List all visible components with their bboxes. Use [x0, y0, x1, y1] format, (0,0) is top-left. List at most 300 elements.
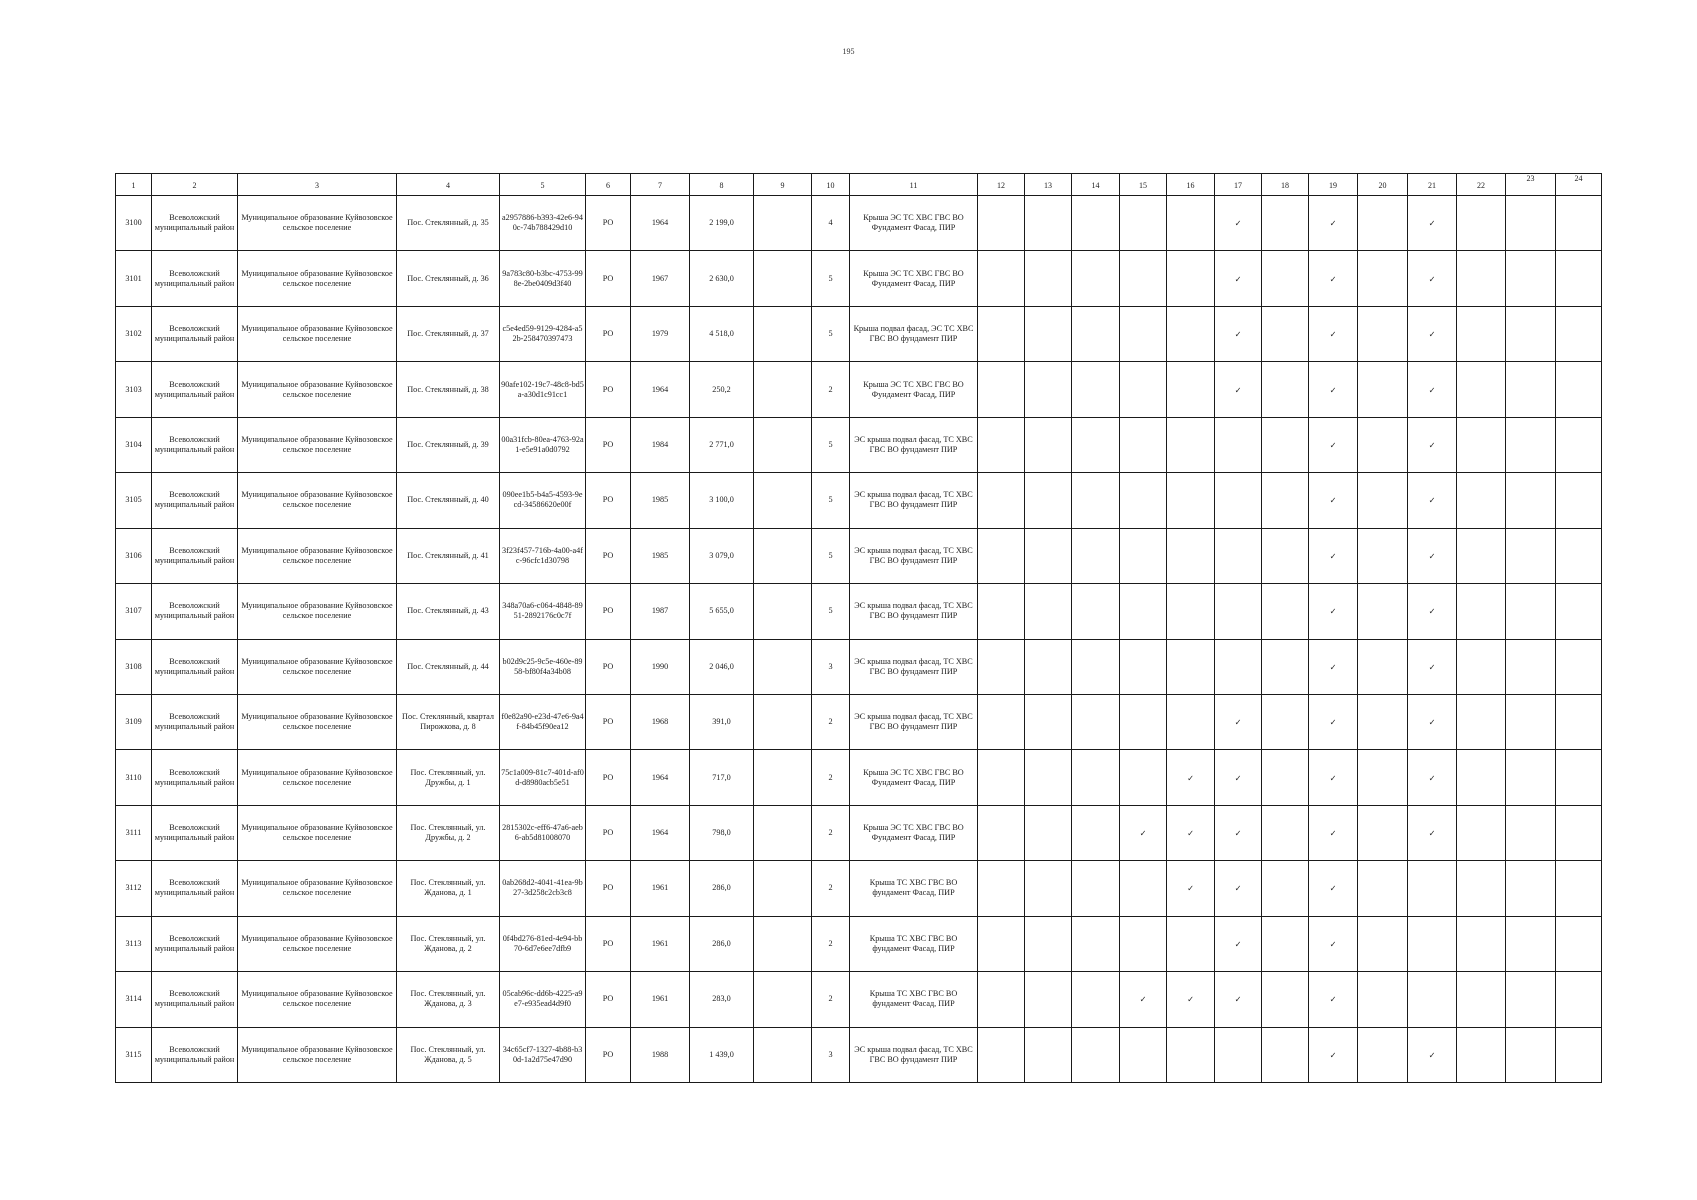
year-built-cell: 1990	[631, 639, 690, 694]
total-area-cell: 5 655,0	[690, 584, 754, 639]
column-9-cell	[754, 916, 812, 971]
address-cell: Пос. Стеклянный, д. 37	[397, 306, 500, 361]
column-17-cell: ✓	[1215, 972, 1262, 1027]
column-22-cell	[1457, 972, 1506, 1027]
table-row	[116, 694, 1602, 749]
column-23-cell	[1506, 639, 1556, 694]
column-13-cell	[1025, 251, 1072, 306]
row-number: 3100	[116, 196, 152, 251]
column-19-cell: ✓	[1309, 528, 1358, 583]
total-area-cell: 3 100,0	[690, 473, 754, 528]
column-18-cell	[1262, 473, 1309, 528]
column-number-header: 14	[1072, 174, 1120, 196]
municipality-cell: Муниципальное образование Куйвозовское сельское поселение	[238, 362, 397, 417]
column-15-cell	[1120, 196, 1167, 251]
total-area-cell: 3 079,0	[690, 528, 754, 583]
column-number-header: 10	[812, 174, 850, 196]
column-9-cell	[754, 528, 812, 583]
column-23-cell	[1506, 805, 1556, 860]
column-23-cell	[1506, 362, 1556, 417]
column-18-cell	[1262, 916, 1309, 971]
column-15-cell	[1120, 362, 1167, 417]
column-22-cell	[1457, 362, 1506, 417]
column-22-cell	[1457, 473, 1506, 528]
column-24-cell	[1556, 639, 1602, 694]
column-number-header: 13	[1025, 174, 1072, 196]
address-cell: Пос. Стеклянный, д. 43	[397, 584, 500, 639]
column-number-header: 23	[1506, 174, 1556, 196]
year-built-cell: 1961	[631, 972, 690, 1027]
district-cell: Всеволожский муниципальный район	[152, 805, 238, 860]
column-18-cell	[1262, 306, 1309, 361]
column-20-cell	[1358, 694, 1408, 749]
year-built-cell: 1961	[631, 861, 690, 916]
column-number-header: 3	[238, 174, 397, 196]
column-19-cell: ✓	[1309, 694, 1358, 749]
row-number: 3101	[116, 251, 152, 306]
column-20-cell	[1358, 861, 1408, 916]
table-row	[116, 805, 1602, 860]
column-13-cell	[1025, 916, 1072, 971]
works-list-cell: ЭС крыша подвал фасад, ТС ХВС ГВС ВО фундамент ПИР	[850, 473, 978, 528]
house-code-cell: b02d9c25-9c5e-460e-8958-bf80f4a34b08	[500, 639, 586, 694]
column-15-cell	[1120, 694, 1167, 749]
column-number-header: 1	[116, 174, 152, 196]
total-area-cell: 283,0	[690, 972, 754, 1027]
year-built-cell: 1964	[631, 196, 690, 251]
column-9-cell	[754, 861, 812, 916]
floors-cell: 4	[812, 196, 850, 251]
column-21-cell: ✓	[1408, 805, 1457, 860]
column-17-cell: ✓	[1215, 362, 1262, 417]
column-22-cell	[1457, 639, 1506, 694]
column-24-cell	[1556, 306, 1602, 361]
column-13-cell	[1025, 639, 1072, 694]
table-row	[116, 528, 1602, 583]
district-cell: Всеволожский муниципальный район	[152, 528, 238, 583]
district-cell: Всеволожский муниципальный район	[152, 694, 238, 749]
column-9-cell	[754, 1027, 812, 1082]
column-24-cell	[1556, 805, 1602, 860]
municipality-cell: Муниципальное образование Куйвозовское сельское поселение	[238, 694, 397, 749]
district-cell: Всеволожский муниципальный район	[152, 306, 238, 361]
works-list-cell: Крыша ЭС ТС ХВС ГВС ВО Фундамент Фасад, ПИР	[850, 750, 978, 805]
column-20-cell	[1358, 805, 1408, 860]
column-14-cell	[1072, 417, 1120, 472]
column-21-cell: ✓	[1408, 306, 1457, 361]
column-9-cell	[754, 639, 812, 694]
column-18-cell	[1262, 417, 1309, 472]
column-18-cell	[1262, 750, 1309, 805]
column-number-header: 7	[631, 174, 690, 196]
floors-cell: 3	[812, 1027, 850, 1082]
column-13-cell	[1025, 528, 1072, 583]
column-23-cell	[1506, 584, 1556, 639]
column-24-cell	[1556, 251, 1602, 306]
column-number-header: 18	[1262, 174, 1309, 196]
column-23-cell	[1506, 972, 1556, 1027]
column-number-header: 20	[1358, 174, 1408, 196]
owner-type-cell: РО	[586, 417, 631, 472]
column-22-cell	[1457, 528, 1506, 583]
column-24-cell	[1556, 861, 1602, 916]
column-13-cell	[1025, 362, 1072, 417]
owner-type-cell: РО	[586, 639, 631, 694]
column-17-cell: ✓	[1215, 861, 1262, 916]
column-number-header: 15	[1120, 174, 1167, 196]
district-cell: Всеволожский муниципальный район	[152, 417, 238, 472]
column-15-cell	[1120, 417, 1167, 472]
column-12-cell	[978, 916, 1025, 971]
column-15-cell: ✓	[1120, 972, 1167, 1027]
table-row	[116, 916, 1602, 971]
column-12-cell	[978, 972, 1025, 1027]
owner-type-cell: РО	[586, 916, 631, 971]
house-code-cell: 0ab268d2-4041-41ea-9b27-3d258c2cb3c8	[500, 861, 586, 916]
column-number-header: 4	[397, 174, 500, 196]
column-24-cell	[1556, 584, 1602, 639]
column-19-cell: ✓	[1309, 584, 1358, 639]
table-body	[116, 196, 1602, 1083]
column-16-cell	[1167, 639, 1215, 694]
column-22-cell	[1457, 196, 1506, 251]
table-row	[116, 251, 1602, 306]
year-built-cell: 1979	[631, 306, 690, 361]
total-area-cell: 2 046,0	[690, 639, 754, 694]
column-9-cell	[754, 694, 812, 749]
owner-type-cell: РО	[586, 473, 631, 528]
house-code-cell: c5e4ed59-9129-4284-a52b-258470397473	[500, 306, 586, 361]
owner-type-cell: РО	[586, 528, 631, 583]
column-22-cell	[1457, 861, 1506, 916]
table-row	[116, 306, 1602, 361]
column-20-cell	[1358, 1027, 1408, 1082]
column-22-cell	[1457, 805, 1506, 860]
district-cell: Всеволожский муниципальный район	[152, 1027, 238, 1082]
column-21-cell: ✓	[1408, 584, 1457, 639]
table-row	[116, 584, 1602, 639]
column-24-cell	[1556, 1027, 1602, 1082]
table-row	[116, 362, 1602, 417]
column-18-cell	[1262, 805, 1309, 860]
column-22-cell	[1457, 251, 1506, 306]
column-14-cell	[1072, 584, 1120, 639]
row-number: 3108	[116, 639, 152, 694]
address-cell: Пос. Стеклянный, д. 41	[397, 528, 500, 583]
address-cell: Пос. Стеклянный, ул. Жданова, д. 2	[397, 916, 500, 971]
housing-register-table	[115, 173, 1602, 1083]
total-area-cell: 798,0	[690, 805, 754, 860]
floors-cell: 3	[812, 639, 850, 694]
address-cell: Пос. Стеклянный, ул. Дружбы, д. 1	[397, 750, 500, 805]
column-12-cell	[978, 306, 1025, 361]
column-9-cell	[754, 750, 812, 805]
owner-type-cell: РО	[586, 805, 631, 860]
column-15-cell	[1120, 1027, 1167, 1082]
column-19-cell: ✓	[1309, 805, 1358, 860]
address-cell: Пос. Стеклянный, ул. Дружбы, д. 2	[397, 805, 500, 860]
column-19-cell: ✓	[1309, 306, 1358, 361]
column-20-cell	[1358, 639, 1408, 694]
column-21-cell: ✓	[1408, 1027, 1457, 1082]
district-cell: Всеволожский муниципальный район	[152, 584, 238, 639]
column-14-cell	[1072, 639, 1120, 694]
column-19-cell: ✓	[1309, 473, 1358, 528]
row-number: 3105	[116, 473, 152, 528]
floors-cell: 2	[812, 972, 850, 1027]
column-number-header: 8	[690, 174, 754, 196]
year-built-cell: 1984	[631, 417, 690, 472]
column-12-cell	[978, 1027, 1025, 1082]
column-19-cell: ✓	[1309, 639, 1358, 694]
total-area-cell: 286,0	[690, 861, 754, 916]
column-17-cell	[1215, 528, 1262, 583]
year-built-cell: 1964	[631, 805, 690, 860]
column-20-cell	[1358, 750, 1408, 805]
works-list-cell: Крыша ТС ХВС ГВС ВО фундамент Фасад, ПИР	[850, 972, 978, 1027]
municipality-cell: Муниципальное образование Куйвозовское сельское поселение	[238, 639, 397, 694]
district-cell: Всеволожский муниципальный район	[152, 362, 238, 417]
house-code-cell: 348a70a6-c064-4848-8951-2892176c0c7f	[500, 584, 586, 639]
column-12-cell	[978, 750, 1025, 805]
column-21-cell	[1408, 972, 1457, 1027]
column-9-cell	[754, 584, 812, 639]
column-21-cell: ✓	[1408, 196, 1457, 251]
district-cell: Всеволожский муниципальный район	[152, 916, 238, 971]
year-built-cell: 1985	[631, 473, 690, 528]
column-9-cell	[754, 805, 812, 860]
floors-cell: 5	[812, 306, 850, 361]
column-16-cell	[1167, 916, 1215, 971]
column-19-cell: ✓	[1309, 972, 1358, 1027]
address-cell: Пос. Стеклянный, квартал Пирожкова, д. 8	[397, 694, 500, 749]
column-13-cell	[1025, 972, 1072, 1027]
year-built-cell: 1964	[631, 750, 690, 805]
column-14-cell	[1072, 1027, 1120, 1082]
works-list-cell: ЭС крыша подвал фасад, ТС ХВС ГВС ВО фундамент ПИР	[850, 694, 978, 749]
municipality-cell: Муниципальное образование Куйвозовское сельское поселение	[238, 417, 397, 472]
column-20-cell	[1358, 473, 1408, 528]
year-built-cell: 1961	[631, 916, 690, 971]
column-number-header: 12	[978, 174, 1025, 196]
column-14-cell	[1072, 473, 1120, 528]
column-number-header: 21	[1408, 174, 1457, 196]
row-number: 3107	[116, 584, 152, 639]
address-cell: Пос. Стеклянный, ул. Жданова, д. 3	[397, 972, 500, 1027]
column-22-cell	[1457, 916, 1506, 971]
column-20-cell	[1358, 528, 1408, 583]
column-22-cell	[1457, 750, 1506, 805]
row-number: 3115	[116, 1027, 152, 1082]
house-code-cell: a2957886-b393-42e6-940c-74b788429d10	[500, 196, 586, 251]
row-number: 3102	[116, 306, 152, 361]
total-area-cell: 286,0	[690, 916, 754, 971]
column-23-cell	[1506, 306, 1556, 361]
total-area-cell: 2 630,0	[690, 251, 754, 306]
column-17-cell: ✓	[1215, 916, 1262, 971]
house-code-cell: 05cab96c-dd6b-4225-a9e7-e935ead4d9f0	[500, 972, 586, 1027]
column-16-cell	[1167, 473, 1215, 528]
municipality-cell: Муниципальное образование Куйвозовское сельское поселение	[238, 805, 397, 860]
column-13-cell	[1025, 694, 1072, 749]
column-number-header: 2	[152, 174, 238, 196]
column-12-cell	[978, 196, 1025, 251]
column-number-header: 5	[500, 174, 586, 196]
column-17-cell: ✓	[1215, 694, 1262, 749]
column-14-cell	[1072, 694, 1120, 749]
column-18-cell	[1262, 584, 1309, 639]
column-12-cell	[978, 694, 1025, 749]
municipality-cell: Муниципальное образование Куйвозовское сельское поселение	[238, 584, 397, 639]
column-24-cell	[1556, 196, 1602, 251]
column-21-cell: ✓	[1408, 473, 1457, 528]
column-23-cell	[1506, 750, 1556, 805]
column-20-cell	[1358, 251, 1408, 306]
floors-cell: 2	[812, 805, 850, 860]
column-9-cell	[754, 972, 812, 1027]
column-24-cell	[1556, 362, 1602, 417]
column-12-cell	[978, 805, 1025, 860]
column-18-cell	[1262, 972, 1309, 1027]
column-16-cell: ✓	[1167, 805, 1215, 860]
column-13-cell	[1025, 306, 1072, 361]
column-19-cell: ✓	[1309, 916, 1358, 971]
floors-cell: 2	[812, 861, 850, 916]
district-cell: Всеволожский муниципальный район	[152, 861, 238, 916]
column-19-cell: ✓	[1309, 861, 1358, 916]
column-number-row	[116, 174, 1602, 196]
column-17-cell: ✓	[1215, 750, 1262, 805]
municipality-cell: Муниципальное образование Куйвозовское сельское поселение	[238, 528, 397, 583]
column-17-cell: ✓	[1215, 805, 1262, 860]
column-20-cell	[1358, 196, 1408, 251]
owner-type-cell: РО	[586, 750, 631, 805]
table-row	[116, 861, 1602, 916]
column-number-header: 19	[1309, 174, 1358, 196]
column-15-cell: ✓	[1120, 805, 1167, 860]
house-code-cell: f0e82a90-e23d-47e6-9a4f-84b45f90ea12	[500, 694, 586, 749]
year-built-cell: 1968	[631, 694, 690, 749]
table-row	[116, 639, 1602, 694]
works-list-cell: ЭС крыша подвал фасад, ТС ХВС ГВС ВО фундамент ПИР	[850, 639, 978, 694]
column-13-cell	[1025, 417, 1072, 472]
table-row	[116, 417, 1602, 472]
column-24-cell	[1556, 972, 1602, 1027]
column-23-cell	[1506, 528, 1556, 583]
row-number: 3111	[116, 805, 152, 860]
column-21-cell: ✓	[1408, 251, 1457, 306]
column-15-cell	[1120, 639, 1167, 694]
municipality-cell: Муниципальное образование Куйвозовское сельское поселение	[238, 196, 397, 251]
works-list-cell: Крыша ЭС ТС ХВС ГВС ВО Фундамент Фасад, ПИР	[850, 196, 978, 251]
column-21-cell: ✓	[1408, 417, 1457, 472]
column-16-cell	[1167, 1027, 1215, 1082]
column-14-cell	[1072, 861, 1120, 916]
owner-type-cell: РО	[586, 694, 631, 749]
row-number: 3109	[116, 694, 152, 749]
column-16-cell	[1167, 528, 1215, 583]
district-cell: Всеволожский муниципальный район	[152, 251, 238, 306]
column-12-cell	[978, 528, 1025, 583]
column-16-cell	[1167, 584, 1215, 639]
table-row	[116, 750, 1602, 805]
page-number: 195	[842, 47, 855, 56]
district-cell: Всеволожский муниципальный район	[152, 473, 238, 528]
floors-cell: 2	[812, 916, 850, 971]
column-14-cell	[1072, 805, 1120, 860]
column-9-cell	[754, 362, 812, 417]
column-20-cell	[1358, 306, 1408, 361]
column-15-cell	[1120, 916, 1167, 971]
year-built-cell: 1967	[631, 251, 690, 306]
column-13-cell	[1025, 473, 1072, 528]
column-13-cell	[1025, 861, 1072, 916]
works-list-cell: ЭС крыша подвал фасад, ТС ХВС ГВС ВО фундамент ПИР	[850, 584, 978, 639]
column-16-cell	[1167, 362, 1215, 417]
column-18-cell	[1262, 251, 1309, 306]
total-area-cell: 250,2	[690, 362, 754, 417]
total-area-cell: 1 439,0	[690, 1027, 754, 1082]
total-area-cell: 4 518,0	[690, 306, 754, 361]
column-17-cell	[1215, 1027, 1262, 1082]
column-13-cell	[1025, 196, 1072, 251]
column-24-cell	[1556, 916, 1602, 971]
works-list-cell: Крыша ЭС ТС ХВС ГВС ВО Фундамент Фасад, ПИР	[850, 362, 978, 417]
address-cell: Пос. Стеклянный, д. 39	[397, 417, 500, 472]
column-22-cell	[1457, 694, 1506, 749]
row-number: 3113	[116, 916, 152, 971]
column-24-cell	[1556, 750, 1602, 805]
column-14-cell	[1072, 196, 1120, 251]
floors-cell: 2	[812, 694, 850, 749]
column-24-cell	[1556, 417, 1602, 472]
column-15-cell	[1120, 251, 1167, 306]
column-22-cell	[1457, 1027, 1506, 1082]
floors-cell: 5	[812, 528, 850, 583]
column-13-cell	[1025, 805, 1072, 860]
column-21-cell: ✓	[1408, 750, 1457, 805]
column-15-cell	[1120, 473, 1167, 528]
column-13-cell	[1025, 584, 1072, 639]
column-15-cell	[1120, 584, 1167, 639]
floors-cell: 5	[812, 473, 850, 528]
column-16-cell: ✓	[1167, 972, 1215, 1027]
column-number-header: 24	[1556, 174, 1602, 196]
column-16-cell	[1167, 251, 1215, 306]
column-19-cell: ✓	[1309, 750, 1358, 805]
column-20-cell	[1358, 916, 1408, 971]
column-15-cell	[1120, 306, 1167, 361]
works-list-cell: Крыша ЭС ТС ХВС ГВС ВО Фундамент Фасад, ПИР	[850, 805, 978, 860]
works-list-cell: Крыша ТС ХВС ГВС ВО фундамент Фасад, ПИР	[850, 861, 978, 916]
column-21-cell	[1408, 861, 1457, 916]
row-number: 3103	[116, 362, 152, 417]
row-number: 3106	[116, 528, 152, 583]
column-number-header: 11	[850, 174, 978, 196]
floors-cell: 5	[812, 251, 850, 306]
owner-type-cell: РО	[586, 861, 631, 916]
column-16-cell: ✓	[1167, 750, 1215, 805]
column-15-cell	[1120, 528, 1167, 583]
column-14-cell	[1072, 251, 1120, 306]
municipality-cell: Муниципальное образование Куйвозовское сельское поселение	[238, 1027, 397, 1082]
column-number-header: 6	[586, 174, 631, 196]
column-23-cell	[1506, 196, 1556, 251]
municipality-cell: Муниципальное образование Куйвозовское сельское поселение	[238, 972, 397, 1027]
column-21-cell: ✓	[1408, 362, 1457, 417]
municipality-cell: Муниципальное образование Куйвозовское сельское поселение	[238, 861, 397, 916]
municipality-cell: Муниципальное образование Куйвозовское сельское поселение	[238, 251, 397, 306]
